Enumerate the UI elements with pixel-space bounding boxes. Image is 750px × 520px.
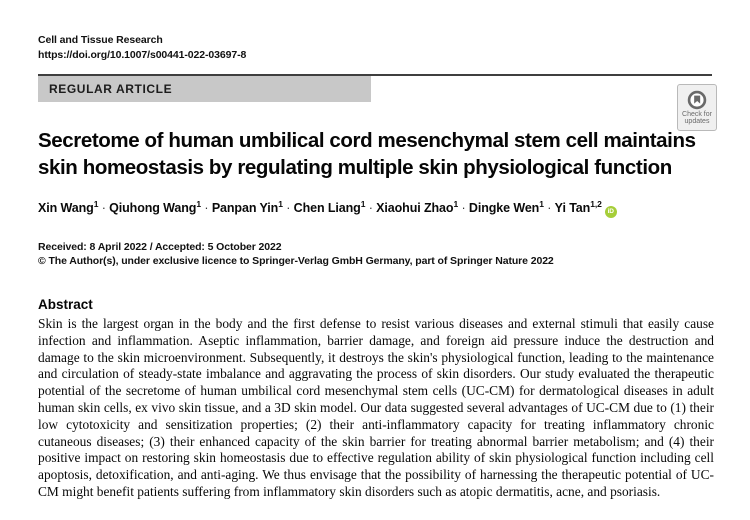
author-name: Xin Wang$^1$ [38, 199, 99, 216]
author-name: Xiaohui Zhao$^1$ [376, 199, 459, 216]
crossmark-circle-icon [687, 90, 707, 111]
article-title: Secretome of human umbilical cord mesenchymal stem cell maintains skin homeostasis by regulating multiple skin physiological function [38, 129, 696, 179]
author-separator: · [282, 201, 294, 216]
check-for-updates-badge[interactable] [677, 84, 717, 131]
author-separator: · [201, 201, 212, 216]
journal-header [38, 33, 246, 62]
author-separator: · [458, 201, 469, 216]
doi-link[interactable]: https://doi.org/10.1007/s00441-022-03697-8 [38, 48, 247, 61]
author-name: Chen Liang$^1$ [293, 199, 366, 216]
author-name: Yi Tan$^{1,2}$ [554, 199, 602, 216]
article-type-banner [38, 76, 371, 102]
copyright-line: © The Author(s), under exclusive licence to Springer-Verlag GmbH Germany, part of Springer Nature 2022 [38, 255, 554, 267]
author-name: Qiuhong Wang$^1$ [109, 199, 201, 216]
crossmark-label: Check for updates [682, 110, 712, 125]
author-name: Panpan Yin$^1$ [211, 199, 283, 216]
dates-block [38, 240, 554, 268]
orcid-icon[interactable]: iD [605, 206, 617, 218]
journal-name: Cell and Tissue Research [38, 34, 163, 46]
abstract-heading: Abstract [38, 297, 93, 312]
author-separator: · [543, 201, 555, 216]
author-separator: · [98, 201, 110, 216]
author-separator: · [365, 201, 377, 216]
authors-container [38, 201, 602, 215]
received-accepted-line: Received: 8 April 2022 / Accepted: 5 October 2022 [38, 241, 282, 253]
author-name: Dingke Wen$^1$ [468, 199, 544, 216]
abstract-paragraph: Skin is the largest organ in the body and the first defense to resist various diseases and external stimuli that easily cause infection and inflammation. Aseptic inflammation, barrier damage, and foreign aid pressure induce the destruction and damage to the skin microenvironment. Subsequently, it destroys the skin's physiological function, leading to the maintenance and circulation of steady-state imbalance and aggravating the process of skin disorders. Our study evaluated the therapeutic potential of the secretome of human umbilical cord mesenchymal stem cells (UC-CM) for dermatological diseases in adult human skin cells, ex vivo skin tissue, and a 3D skin model. Our data suggested several advantages of UC-CM due to (1) their low cytotoxicity and sensitization properties; (2) their anti-inflammatory capacity for treating inflammatory chronic cutaneous diseases; (3) their enhanced capacity of the skin barrier for treating abnormal barrier metabolism; and (4) their positive impact on restoring skin homeostasis due to effective regulation ability of skin physiological function including cell apoptosis, detoxification, and anti-aging. We thus envisage that the possibility of harnessing the therapeutic potential of UC-CM might benefit patients suffering from inflammatory skin disorders such as atopic dermatitis, acne, and psoriasis. [38, 316, 714, 499]
author-line [38, 199, 728, 218]
article-type-label: REGULAR ARTICLE [49, 82, 173, 96]
